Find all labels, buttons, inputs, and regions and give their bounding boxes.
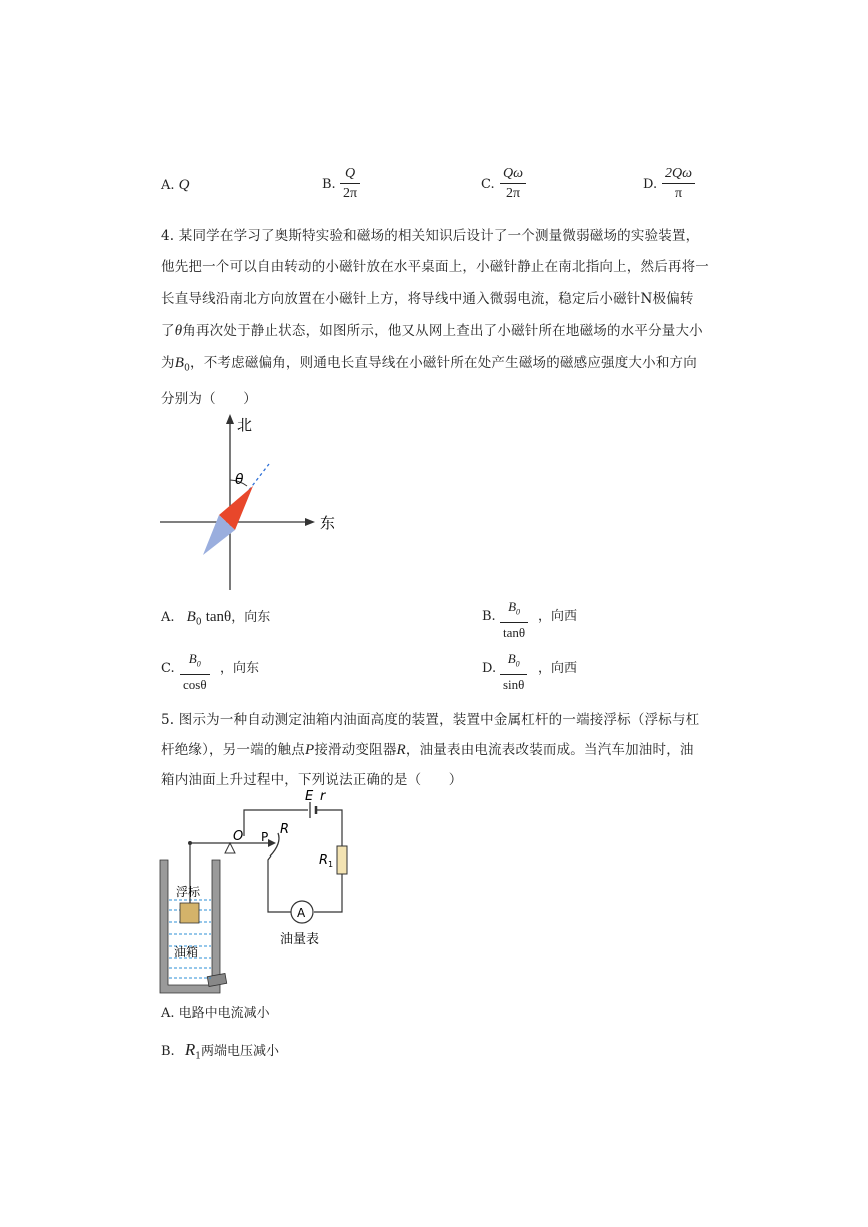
wire-bottom-right [314, 874, 342, 912]
q3-option-c-fraction [500, 165, 526, 202]
fraction-bar [500, 674, 527, 675]
q4-option-a [161, 608, 270, 632]
north-label: 北 [237, 416, 253, 434]
theta-symbol: θ [174, 323, 183, 339]
q4-option-d-label: D. [482, 661, 497, 676]
r-symbol: R [396, 742, 406, 758]
fraction-denominator: tanθ [503, 624, 526, 640]
fraction-numerator [505, 650, 523, 673]
text-segment: ，不考虑磁偏角，则通电长直导线在小磁针所在处产生磁场的磁感应强度大小和方向 [190, 355, 697, 371]
resistor-r1-label [319, 853, 333, 869]
deflection-dashed-line [249, 464, 269, 490]
q3-option-c-label: C. [481, 177, 495, 192]
r1-subscript: 1 [195, 1051, 201, 1062]
q5-line-1: 5. 图示为一种自动测定油箱内油面高度的装置，装置中金属杠杆的一端接浮标（浮标与杠 [161, 712, 700, 728]
p-symbol: P [304, 742, 315, 758]
internal-r-label: r [320, 789, 326, 804]
q4-option-c-fraction [180, 650, 210, 693]
fraction-denominator: 2π [343, 186, 358, 201]
q4-option-b-label: B. [482, 609, 496, 624]
option-label: A. [161, 1006, 175, 1021]
q5-line-2 [161, 738, 694, 759]
contact-p-label: P [261, 830, 269, 844]
text-segment: 接滑动变阻器 [314, 742, 397, 758]
b0-subscript: 0 [515, 659, 520, 669]
wire-right [316, 810, 342, 846]
q4-line-1: 4. 某同学在学习了奥斯特实验和磁场的相关知识后设计了一个测量微弱磁场的实验装置， [161, 228, 700, 244]
q4-option-d-direction: ，向西 [538, 661, 578, 676]
wire-bottom-left [268, 856, 291, 912]
q4-option-c-label: C. [161, 661, 175, 676]
emf-e-label: E [305, 789, 314, 804]
compass-figure [155, 412, 345, 592]
pivot-o-label: O [233, 829, 244, 844]
b0-symbol: B [188, 651, 197, 666]
option-a-text: 电路中电流减小 [178, 1006, 270, 1021]
fraction-numerator: 2Qω [665, 166, 692, 181]
fraction-denominator: cosθ [183, 676, 207, 692]
text-segment: 了 [161, 323, 175, 339]
q4-line-5 [161, 351, 697, 374]
fraction-numerator [186, 650, 204, 673]
fraction-numerator [505, 598, 523, 621]
wire-top [244, 810, 308, 836]
text-segment: 为 [161, 355, 175, 371]
q4-line-3: 长直导线沿南北方向放置在小磁针上方，将导线中通入微弱电流，稳定后小磁针N极偏转 [161, 291, 694, 307]
q4-option-c-direction: ，向东 [220, 661, 260, 676]
b0-subscript: 0 [195, 617, 202, 628]
float-icon [180, 903, 199, 923]
option-label: A. [161, 610, 175, 625]
east-label: 东 [320, 514, 336, 532]
option-label: A. [161, 178, 175, 193]
q3-option-a [161, 176, 190, 195]
option-label: B. [161, 1044, 175, 1059]
q4-option-b-fraction [500, 598, 528, 641]
tank-outlet-pipe [207, 974, 226, 987]
q4-line-2: 他先把一个可以自由转动的小磁针放在水平桌面上，小磁针静止在南北指向上，然后再将一 [161, 259, 709, 275]
q3-option-b-fraction [340, 165, 360, 202]
fraction-denominator: 2π [505, 186, 521, 201]
b0-subscript: 0 [516, 607, 521, 617]
oil-meter-label: 油量表 [280, 932, 320, 947]
north-arrowhead [226, 414, 234, 424]
oil-gauge-figure [150, 788, 360, 1000]
q5-option-b [161, 1041, 279, 1066]
r1-symbol: R [184, 1040, 196, 1059]
b0-subscript: 0 [196, 659, 201, 669]
r1-symbol: R [319, 853, 329, 868]
text-segment: ，油量表由电流表改装而成。当汽车加油时，油 [405, 742, 694, 758]
q4-line-6: 分别为（ ） [161, 391, 257, 407]
q3-option-d-label: D. [643, 177, 658, 192]
option-a-value: Q [178, 177, 190, 193]
fraction-bar [662, 183, 695, 184]
b0-subscript: 0 [184, 363, 191, 374]
text-segment: 杆绝缘），另一端的触点 [161, 742, 305, 758]
fraction-numerator: Q [344, 166, 356, 181]
q3-option-d-fraction [662, 165, 695, 202]
fraction-bar [500, 622, 528, 623]
q5-line-3: 箱内油面上升过程中，下列说法正确的是（ ） [161, 772, 463, 788]
b0-symbol: B [174, 355, 185, 371]
q5-option-a [161, 1005, 270, 1023]
fraction-bar [340, 183, 360, 184]
q4-option-d-fraction [500, 650, 527, 693]
fraction-denominator: sinθ [503, 676, 525, 692]
option-a-direction: ，向东 [231, 610, 271, 625]
fraction-denominator: π [674, 186, 683, 201]
b0-symbol: B [508, 599, 517, 614]
east-arrowhead [305, 518, 315, 526]
text-segment: 角再次处于静止状态，如图所示，他又从网上查出了小磁针所在地磁场的水平分量大小 [182, 323, 703, 339]
r1-subscript: 1 [328, 860, 334, 869]
ammeter-symbol: A [297, 906, 306, 920]
contact-arrowhead [268, 839, 276, 847]
q4-line-4 [161, 319, 703, 340]
fraction-bar [500, 183, 526, 184]
q3-option-b-label: B. [322, 177, 336, 192]
theta-label: θ [235, 472, 244, 488]
q4-option-b-direction: ，向西 [538, 609, 578, 624]
tank-label: 油箱 [174, 945, 199, 959]
b0-symbol: B [507, 651, 516, 666]
fraction-numerator: Qω [503, 166, 523, 181]
fraction-bar [180, 674, 210, 675]
rheostat-r-label: R [280, 822, 290, 837]
option-a-expr: tanθ [205, 609, 232, 625]
b0-symbol: B [186, 609, 196, 625]
float-label: 浮标 [176, 885, 201, 899]
option-b-text: 两端电压减小 [200, 1044, 279, 1059]
resistor-r1 [337, 846, 347, 874]
pivot-o [225, 843, 235, 853]
